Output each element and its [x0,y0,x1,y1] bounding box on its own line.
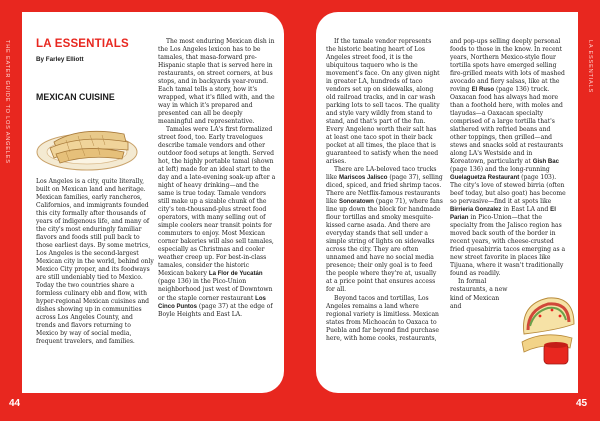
paragraph-tamales-1: The most enduring Mexican dish in the Los Angeles lexicon has to be tamales, that masa-forward pre-Hispanic staple that is served here in restaurants, on street corners, at bus stops, and in backyards year-round. Each tamal tells a story, how it's wrapped, what it's filled with, and the way in which it's prepared and presented can all be deeply meaningful and representative. [158,38,275,126]
paragraph-formal: In formal restaurants, a new kind of Mexican and [450,278,508,310]
paragraph-regional: Beyond tacos and tortillas, Los Angeles remains a land where regional variety is limitless. Mexican states from Michoacán to Oaxaca to Puebla and far beyond find purchase here, with home cooks, restaurants, [326,294,439,342]
section-title: LA ESSENTIALS [36,38,129,50]
right-page [316,12,578,393]
running-head-right: LA ESSENTIALS [587,40,593,93]
page-number-right: 45 [576,398,588,409]
restaurant-name: Birrieria Gonzalez [450,207,502,214]
tamales-illustration [32,108,142,176]
paragraph-tacos-1: If the tamale vendor represents the historic beating heart of Los Angeles street food, it is the ubiquitous taquero who is the movement's face. On any given night in greater LA, hundreds of taco vendors set up on sidewalks, along old railroad tracks, and in car wash parking lots to sell tacos. The quality and style vary wildly from stand to stand, and that's part of the fun. Every Angeleno worth their salt has at least one taco spot in their back pocket at all times, the place that is guaranteed to satisfy when the need arises. [326,38,440,166]
paragraph-tacos-2: There are LA-beloved taco trucks like Mariscos Jalisco (page 37), selling diced, spiced, and fried shrimp tacos. There are Netflix-famous restaurants like Sonoratown (page 71), where fans line up down the block for handmade flour tortillas and smoky mesquite-kissed carne asada. And there are everyday stands that sell under a simple string of lights on sidewalks across the city. They are often unnamed and have no social media presence; their only goal is to feed the people where they're at, usually at a price point that ensures access for all. [326,166,443,294]
page-number-left: 44 [9,398,21,409]
restaurant-name: Guelaguetza Restaurant [450,175,520,182]
byline: By Farley Elliott [36,56,84,63]
paragraph-intro: Los Angeles is a city, quite literally, built on Mexican land and heritage. Mexican families, early rancheros, Californios, and immigrants founded this city formally after thousands of years of indigenous life, and many of the city's most enduringly familiar flavors and foods still pull back to those earliest days. By some metrics, Los Angeles is the second-largest Mexican city in the world, behind only Mexico City proper, and its foodways are still undeniably tied to Mexico. Today the two countries share a formless culinary ebb and flow, with hyper-regional Mexican cuisines and dishes showing up in communities across Los Angeles County, and trends and flavors returning to Mexico by way of social media, frequent travelers, and families. [36,178,154,346]
running-head-left: THE EATER GUIDE TO LOS ANGELES [4,40,10,164]
paragraph-regional-cont: and pop-ups selling deeply personal foods to those in the know. In recent years, Northern Mexico-style flour tortilla spots have emerged selling fire-grilled meats with lots of mashed avocado and fiery salsas, like at the roving El Ruso (page 136) truck. Oaxacan food has always had more than a foothold here, with moles and tlayudas—a Oaxacan specialty comprised of a large tortilla that's slathered with refried beans and other toppings, then grilled—and stews and snacks sold at restaurants along LA's Westside and in Koreatown, particularly at Gish Bac (page 136) and the long-running Guelaguetza Restaurant (page 103). The city's love of stewed birria (often beef today, but also goat) has become so pervasive—find it at spots like Birrieria Gonzalez in East LA and El Parian in Pico-Union—that the specialty from the Jalisco region has moved back south of the border in recent years, with cheese-crusted fried quesabirria tacos emerging as a new street favorite in places like Tijuana, where it wasn't traditionally found as readily. [450,38,566,278]
left-column-1 [36,178,154,346]
paragraph-tamales-2: Tamales were LA's first formalized street food, too. Early travelogues describe tamale vendors and other outdoor food setups at length. Served hot, the highly portable tamal (shown at left) made for an ideal start to the day and a late-evening soak-up after a night of heavy drinking—and the same is true today. Tamale vendors still make up a sizable chunk of the city's ten-thousand-plus street food operators, with many selling out of simple coolers near transit points for commuters to enjoy. Most Mexican corner bakeries will also sell tamales, especially as Christmas and cooler weather creep up. For best-in-class tamales, consider the historic Mexican bakery La Flor de Yucatán (page 136) in the Pico-Union neighborhood just west of Downtown or the staple corner restaurant Los Cinco Puntos (page 37) at the edge of Boyle Heights and East LA. [158,126,276,318]
left-column-2 [158,38,276,319]
right-column-1 [326,38,443,343]
restaurant-name: Sonoratown [339,199,374,206]
restaurant-name: Gish Bac [532,159,559,166]
left-page [22,12,284,393]
restaurant-name: La Flor de Yucatán [208,271,263,278]
restaurant-name: El Ruso [471,87,495,94]
right-column-2 [450,38,568,311]
subhead: MEXICAN CUISINE [36,92,115,102]
restaurant-name: Los Cinco Puntos [158,295,266,310]
restaurant-name: Mariscos Jalisco [339,175,388,182]
tacos-illustration [514,290,578,366]
restaurant-name: El Parian [450,207,556,222]
